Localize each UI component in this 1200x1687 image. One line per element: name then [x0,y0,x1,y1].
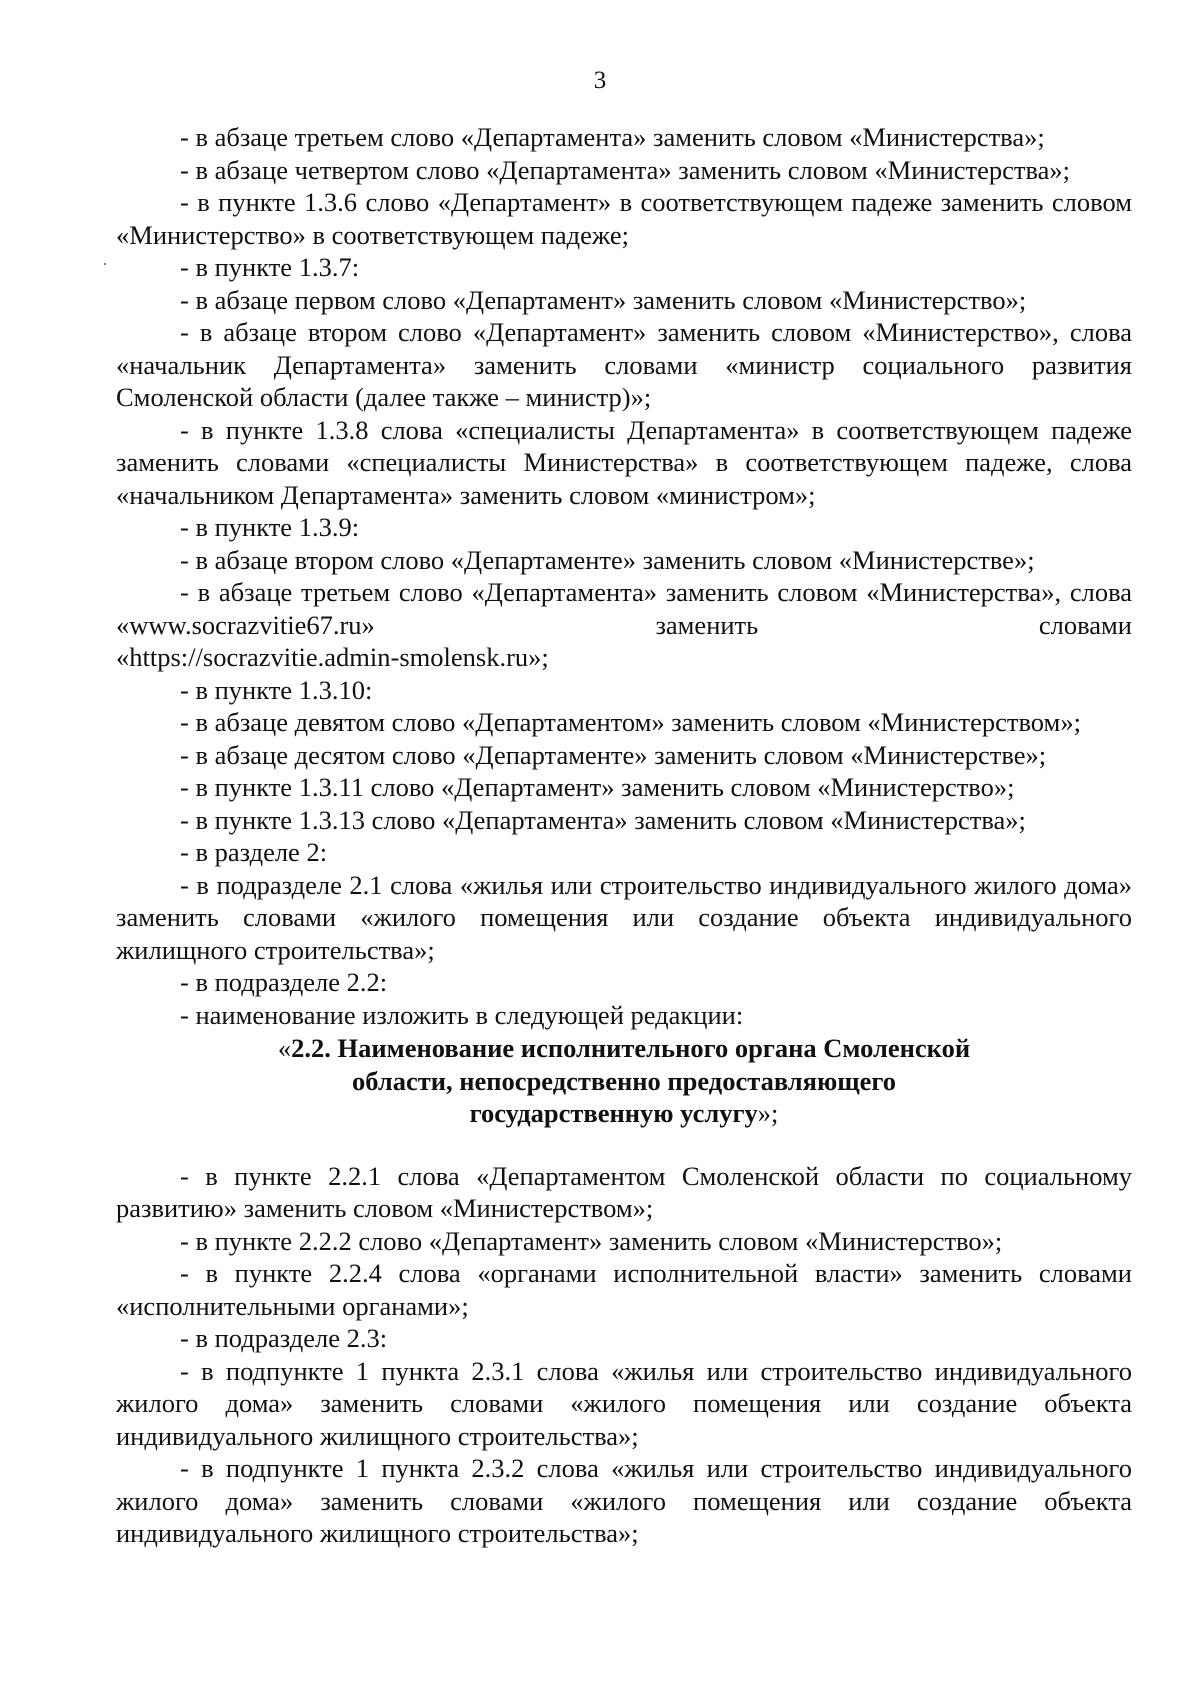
scan-speck [104,263,106,265]
paragraph: - в абзаце третьем слово «Департамента» заменить словом «Министерства»; [180,122,1045,152]
section-heading [116,1032,1132,1130]
document-body [116,121,1132,1550]
paragraph: - в пункте 1.3.10: [180,674,373,705]
paragraph: - в пункте 2.2.4 слова «органами исполнительной власти» заменить словами «исполнительными органами»; [116,1258,1132,1321]
paragraph: - в подразделе 2.3: [180,1323,388,1353]
page-number: 3 [593,67,607,94]
paragraph: - в абзаце втором слово «Департамент» заменить словом «Министерство», слова «начальник Департамента» заменить словами «министр социального развития Смоленской области (далее также – министр)»; [116,317,1132,412]
heading-text-1: 2.2. Наименование исполнительного органа Смоленской [291,1033,971,1063]
paragraph: - в абзаце втором слово «Департаменте» заменить словом «Министерстве»; [180,544,1035,575]
paragraph: - в абзаце девятом слово «Департаментом» заменить словом «Министерством»; [180,707,1081,737]
paragraph: - в пункте 1.3.6 слово «Департамент» в соответствующем падеже заменить словом «Министерство» в соответствующем падеже; [116,187,1132,250]
heading-line-3 [116,1097,1132,1130]
paragraph: - в пункте 1.3.9: [180,512,360,542]
heading-close-quote: »; [757,1098,779,1128]
paragraph: - в подпункте 1 пункта 2.3.2 слова «жилья или строительство индивидуального жилого дома» заменить словами «жилого помещения или создание объекта индивидуального жилищного строительства»; [116,1453,1132,1548]
spacer [116,1130,1132,1160]
paragraph: - в подпункте 1 пункта 2.3.1 слова «жилья или строительство индивидуального жилого дома» заменить словами «жилого помещения или создание объекта индивидуального жилищного строительства»; [116,1355,1132,1451]
paragraph: - в абзаце четвертом слово «Департамента» заменить словом «Министерства»; [180,154,1071,185]
paragraph: - в абзаце десятом слово «Департаменте» заменить словом «Министерстве»; [180,739,1047,770]
paragraph: - в подразделе 2.2: [180,967,388,997]
paragraph-continuation: «https://socrazvitie.admin-smolensk.ru»; [116,642,549,672]
paragraph: - в подразделе 2.1 слова «жилья или строительство индивидуального жилого дома» заменить словами «жилого помещения или создание объекта индивидуального жилищного строительства»; [116,869,1132,965]
paragraph: - в пункте 1.3.11 слово «Департамент» заменить словом «Министерство»; [180,772,1015,802]
paragraph: - в пункте 2.2.2 слово «Департамент» заменить словом «Министерство»; [180,1225,1003,1256]
heading-line-2: области, непосредственно предоставляющего [352,1065,896,1096]
heading-text-3: государственную услугу [469,1098,758,1128]
heading-open-quote: « [277,1033,292,1063]
paragraph: - в абзаце третьем слово «Департамента» заменить словом «Министерства», слова «www.socrazvitie67.ru» заменить словами [116,577,1132,640]
paragraph: - в пункте 1.3.13 слово «Департамента» заменить словом «Министерства»; [180,804,1026,835]
paragraph: - наименование изложить в следующей редакции: [180,999,744,1030]
paragraph: - в пункте 1.3.7: [180,252,360,282]
paragraph: - в абзаце первом слово «Департамент» заменить словом «Министерство»; [180,284,1027,315]
paragraph: - в пункте 1.3.8 слова «специалисты Департамента» в соответствующем падеже заменить словами «специалисты Министерства» в соответствующем падеже, слова «начальником Департамента» заменить словом «министром»; [116,414,1132,510]
paragraph: - в разделе 2: [180,837,328,867]
heading-line-1 [116,1032,1132,1065]
paragraph: - в пункте 2.2.1 слова «Департаментом Смоленской области по социальному развитию» заменить словом «Министерством»; [116,1160,1132,1223]
